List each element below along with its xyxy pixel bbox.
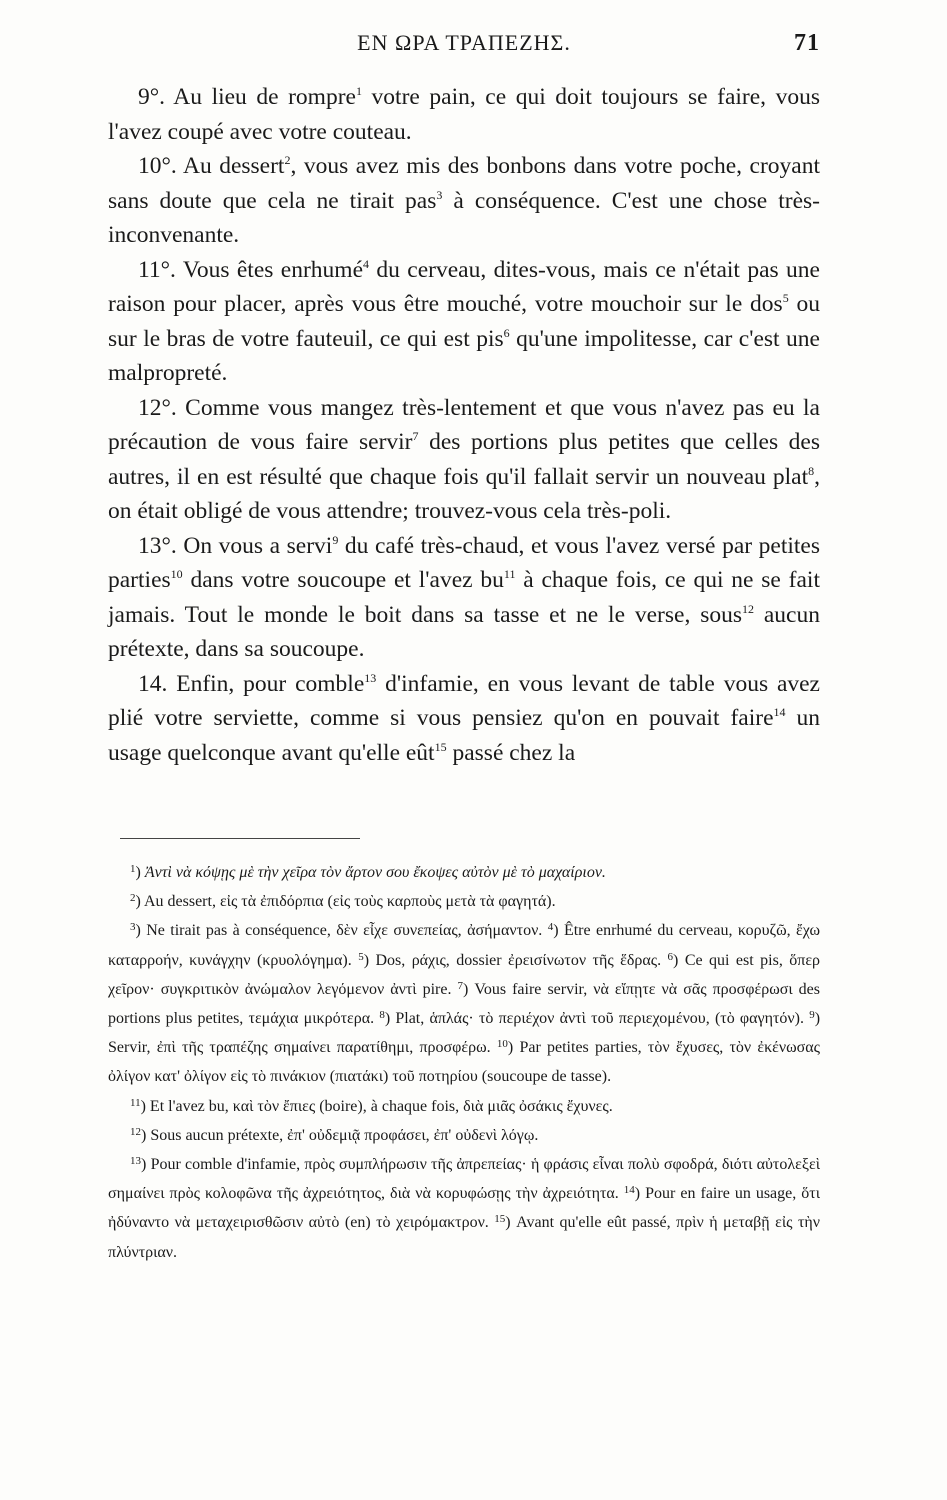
footnote-marker: 7 <box>457 979 463 992</box>
footnote-marker: 5 <box>358 950 364 963</box>
body-text <box>108 80 820 770</box>
paragraph-number: 13° <box>138 532 171 559</box>
footnote-ref: 2 <box>284 153 291 167</box>
footnote-ref: 6 <box>503 325 510 340</box>
paragraph-number: 12° <box>138 394 171 421</box>
text-run: , on était obligé de vous attendre; trouvez-vous cela très-poli. <box>108 463 820 524</box>
footnote-text: Vous faire servir, νὰ εἴπῃτε νὰ σᾶς προσφέρωσι des portions plus petites, τεμάχια μικρότερα. <box>108 980 821 1028</box>
footnote-ref: 10 <box>170 567 183 581</box>
text-run: . On vous a servi <box>170 532 333 559</box>
text-run: . Enfin, pour comble <box>161 670 365 697</box>
footnotes <box>108 858 820 1267</box>
footnote-text: Pour en faire un usage, ὅτι ἠδύναντο νὰ μεταχειρισθῶσιν αὐτὸ (en) τὸ χειρόμακτρον. <box>108 1185 821 1232</box>
footnote-rule <box>120 838 360 839</box>
footnote-2: $^2$) Au dessert, εἰς τὰ ἐπιδόρπια (εἰς τοὺς καρποὺς μετὰ τὰ φαγητά). <box>130 892 556 911</box>
footnote-text: Ἀντὶ νὰ κόψῃς μὲ τὴν χεῖρα τὸν ἄρτον σου ἔκοψες αὐτὸν μὲ τὸ μαχαίριον. <box>144 864 606 881</box>
footnote-marker: 13 <box>130 1155 141 1168</box>
text-run: qu'une impolitesse, car c'est une malpropreté. <box>108 325 820 386</box>
footnote-11: $^{11}$) Et l'avez bu, καὶ τὸν ἔπιες (boire), à chaque fois, διὰ μιᾶς ὀσάκις ἔχυνες. <box>130 1096 613 1115</box>
footnote-marker: 12 <box>130 1125 141 1138</box>
footnote-ref: 5 <box>782 291 789 305</box>
footnote-ref: 9 <box>332 532 339 547</box>
text-run: . Vous êtes enrhumé <box>170 256 363 283</box>
footnote-marker: 2 <box>130 892 136 905</box>
text-run: d'infamie, en vous levant de table vous avez plié votre serviette, comme si vous pensiez qu'on en pouvait faire <box>108 670 820 731</box>
footnote-text: Dos, ράχις, dossier ἐρεισίνωτον τῆς ἕδρας. <box>375 951 662 969</box>
footnote-marker: 8 <box>379 1009 385 1022</box>
text-run: des portions plus petites que celles des autres, il en est résulté que chaque fois qu'il fallait servir un nouveau plat <box>108 429 820 490</box>
footnote-ref: 3 <box>436 187 443 202</box>
paragraph-number: 14 <box>138 670 162 697</box>
footnote-13-14-15: $^{13}$) Pour comble d'infamie, πρὸς συμπλήρωσιν τῆς ἀπρεπείας· ἡ φράσις εἶναι πολὺ σφοδρά, διότι αὐτολεξεὶ σημαίνει πρὸς κολοφῶνα τῆς ἀχρειότητος, διὰ νὰ κορυφώσῃς τὴν ἀχρειότητα. $^{14}$) Pour en faire un usage, ὅτι ἠδύναντο νὰ μεταχειρισθῶσιν αὐτὸ (en) τὸ χειρόμακτρον. $^{15}$) Avant qu'elle eût passé, πρὶν ἡ μεταβῇ εἰς τὴν πλύντριαν. <box>108 1155 821 1261</box>
text-run: aucun prétexte, dans sa soucoupe. <box>108 601 820 662</box>
footnote-text: Au dessert, εἰς τὰ ἐπιδόρπια (εἰς τοὺς καρποὺς μετὰ τὰ φαγητά). <box>143 893 556 911</box>
footnote-text: Servir, ἐπὶ τῆς τραπέζης σημαίνει παρατίθημι, προσφέρω. <box>108 1039 491 1057</box>
paragraph-12 <box>108 391 820 529</box>
footnote-text: Par petites parties, τὸν ἔχυσες, τὸν ἐκένωσας ὀλίγον κατ' ὀλίγον εἰς τὸ πινάκιον (πιατάκι) τοῦ ποτηρίου (soucoupe de tasse). <box>108 1039 821 1086</box>
footnote-ref: 4 <box>363 256 369 271</box>
paragraph-number: 10° <box>138 153 171 179</box>
footnote-ref: 12 <box>742 601 754 616</box>
running-head <box>108 30 820 62</box>
page-number: 71 <box>794 30 820 56</box>
text-run: . Au lieu de rompre <box>159 84 356 110</box>
paragraph-10 <box>108 149 820 253</box>
footnote-ref: 11 <box>503 567 516 581</box>
footnote-ref: 15 <box>434 739 447 754</box>
footnote-text: Plat, ἁπλάς· τὸ περιέχον ἀντὶ τοῦ περιεχομένου, (τὸ φαγητόν). <box>395 1010 804 1028</box>
text-run: , vous avez mis des bonbons dans votre poche, croyant sans doute que cela ne tirait pas <box>108 153 820 214</box>
footnote-ref: 14 <box>773 705 786 719</box>
text-run: votre pain, ce qui doit toujours se faire, vous l'avez coupé avec votre couteau. <box>108 84 820 145</box>
footnote-marker: 4 <box>547 921 554 934</box>
text-run: . Comme vous mangez très-lentement et que vous n'avez pas eu la précaution de vous faire servir <box>108 394 820 455</box>
footnote-marker: 6 <box>667 950 674 963</box>
paragraph-13 <box>108 529 820 667</box>
text-run: du café très-chaud, et vous l'avez versé par petites parties <box>108 532 820 593</box>
footnote-text: Avant qu'elle eût passé, πρὶν ἡ μεταβῇ εἰς τὴν πλύντριαν. <box>108 1214 821 1261</box>
paragraph-11 <box>108 253 820 391</box>
paragraph-number: 11° <box>138 256 171 283</box>
footnote-marker: 1 <box>130 863 136 875</box>
footnote-marker: 10 <box>496 1038 508 1051</box>
footnote-ref: 13 <box>364 670 377 685</box>
text-run: passé chez la <box>446 739 576 766</box>
footnote-12: $^{12}$) Sous aucun prétexte, ἐπ' οὐδεμιᾷ προφάσει, ἐπ' οὐδενὶ λόγῳ. <box>130 1125 539 1144</box>
text-run: à conséquence. C'est une chose très-inconvenante. <box>108 187 820 248</box>
text-run: un usage quelconque avant qu'elle eût <box>108 705 821 766</box>
text-run: à chaque fois, ce qui ne se fait jamais. Tout le monde le boit dans sa tasse et ne le verse, sous <box>108 567 820 628</box>
text-run: dans votre soucoupe et l'avez bu <box>182 567 504 593</box>
paragraph-9 <box>108 80 820 149</box>
paragraph-14 <box>108 667 820 771</box>
text-run: du cerveau, dites-vous, mais ce n'était pas une raison pour placer, après vous être mouché, votre mouchoir sur le dos <box>108 256 820 317</box>
paragraph-number: 9° <box>138 84 160 110</box>
running-title: ΕΝ ΩΡΑ ΤΡΑΠΕΖΗΣ. <box>357 30 571 55</box>
footnote-marker: 15 <box>494 1213 506 1226</box>
footnote-ref: 8 <box>808 463 815 478</box>
footnote-text: Pour comble d'infamie, πρὸς συμπλήρωσιν τῆς ἀπρεπείας· ἡ φράσις εἶναι πολὺ σφοδρά, διότι αὐτολεξεὶ σημαίνει πρὸς κολοφῶνα τῆς ἀχρειότητος, διὰ νὰ κορυφώσῃς τὴν ἀχρειότητα. <box>108 1156 820 1203</box>
footnote-marker: 11 <box>130 1096 141 1109</box>
footnote-ref: 1 <box>355 84 362 98</box>
footnote-text: Ne tirait pas à conséquence, δὲν εἶχε συνεπείας, ἀσήμαντον. <box>146 922 543 940</box>
footnote-text: Ce qui est pis, ὅπερ χεῖρον· συγκριτικὸν ἀνώμαλον λεγόμενον ἀντὶ pire. <box>108 951 821 998</box>
text-run: . Au dessert <box>170 153 285 179</box>
footnote-ref: 7 <box>412 429 419 443</box>
footnote-3-4-5-6: $^3$) Ne tirait pas à conséquence, δὲν εἶχε συνεπείας, ἀσήμαντον. $^4$) Être enrhumé du cerveau, κορυζῶ, ἔχω καταρροήν, κυνάγχην (κρυολόγημα). $^5$) Dos, ράχις, dossier ἐρεισίνωτον τῆς ἕδρας. $^6$) Ce qui est pis, ὅπερ χεῖρον· συγκριτικὸν ἀνώμαλον λεγόμενον ἀντὶ pire. $^7$) Vous faire servir, νὰ εἴπῃτε νὰ σᾶς προσφέρωσι des portions plus petites, τεμάχια μικρότερα. $^8$) Plat, ἁπλάς· τὸ περιέχον ἀντὶ τοῦ περιεχομένου, (τὸ φαγητόν). $^9$) Servir, ἐπὶ τῆς τραπέζης σημαίνει παρατίθημι, προσφέρω. $^{10}$) Par petites parties, τὸν ἔχυσες, τὸν ἐκένωσας ὀλίγον κατ' ὀλίγον εἰς τὸ πινάκιον (πιατάκι) τοῦ ποτηρίου (soucoupe de tasse). <box>108 921 821 1086</box>
footnote-text: Être enrhumé du cerveau, κορυζῶ, ἔχω καταρροήν, κυνάγχην (κρυολόγημα). <box>108 922 821 969</box>
footnote-marker: 14 <box>623 1184 635 1197</box>
footnote-marker: 3 <box>130 921 136 934</box>
footnote-text: Sous aucun prétexte, ἐπ' οὐδεμιᾷ προφάσει, ἐπ' οὐδενὶ λόγῳ. <box>150 1126 539 1144</box>
footnote-text: Et l'avez bu, καὶ τὸν ἔπιες (boire), à chaque fois, διὰ μιᾶς ὀσάκις ἔχυνες. <box>149 1097 613 1115</box>
footnote-marker: 9 <box>809 1009 815 1022</box>
text-run: ou sur le bras de votre fauteuil, ce qui est pis <box>108 291 821 352</box>
footnote-1: $^1$) Ἀντὶ νὰ κόψῃς μὲ τὴν χεῖρα τὸν ἄρτον σου ἔκοψες αὐτὸν μὲ τὸ μαχαίριον. <box>130 863 606 881</box>
